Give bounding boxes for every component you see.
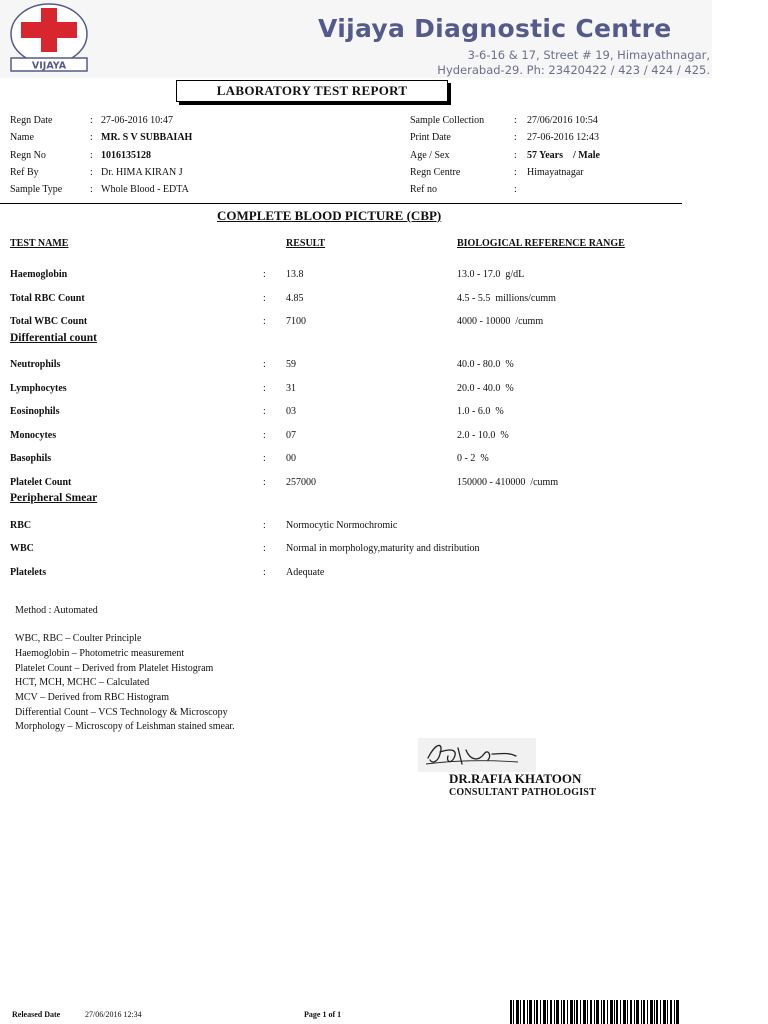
method-line: MCV – Derived from RBC Histogram bbox=[15, 692, 169, 703]
reference-range: 150000 - 410000 /cumm bbox=[457, 477, 559, 488]
reference-range: 20.0 - 40.0 % bbox=[457, 383, 514, 394]
barcode bbox=[510, 1000, 680, 1024]
row-colon: : bbox=[263, 406, 266, 417]
regn-date-value: 27-06-2016 10:47 bbox=[101, 115, 173, 126]
test-name: Haemoglobin bbox=[10, 269, 68, 280]
result-value: 31 bbox=[286, 383, 296, 394]
section-title: COMPLETE BLOOD PICTURE (CBP) bbox=[217, 208, 442, 223]
pathologist-title: CONSULTANT PATHOLOGIST bbox=[449, 787, 596, 798]
method-line: WBC, RBC – Coulter Principle bbox=[15, 633, 142, 644]
result-value: 13.8 bbox=[286, 269, 304, 280]
reference-range: 1.0 - 6.0 % bbox=[457, 406, 504, 417]
test-name: Total RBC Count bbox=[10, 293, 85, 304]
info-label: Regn Centre bbox=[410, 167, 461, 178]
info-label: Sample Type bbox=[10, 184, 63, 195]
logo-text: VIJAYA bbox=[31, 60, 67, 72]
method-line: HCT, MCH, MCHC – Calculated bbox=[15, 677, 150, 688]
released-date-label: Released Date bbox=[12, 1010, 61, 1019]
test-name: Basophils bbox=[10, 453, 52, 464]
row-colon: : bbox=[263, 543, 266, 554]
result-value: 7100 bbox=[286, 316, 306, 327]
info-label: Age / Sex bbox=[410, 150, 450, 161]
company-name: Vijaya Diagnostic Centre bbox=[318, 14, 672, 43]
subsection-smear: Peripheral Smear bbox=[10, 492, 98, 504]
divider bbox=[0, 203, 682, 204]
signature-image bbox=[418, 738, 536, 772]
result-value: 257000 bbox=[286, 477, 316, 488]
reference-range: 13.0 - 17.0 g/dL bbox=[457, 269, 525, 280]
pathologist-name: DR.RAFIA KHATOON bbox=[449, 771, 582, 786]
col-range: BIOLOGICAL REFERENCE RANGE bbox=[457, 238, 625, 249]
reference-range: 40.0 - 80.0 % bbox=[457, 359, 514, 370]
info-colon: : bbox=[90, 184, 93, 195]
row-colon: : bbox=[263, 430, 266, 441]
method-line: Platelet Count – Derived from Platelet Histogram bbox=[15, 663, 214, 674]
row-colon: : bbox=[263, 269, 266, 280]
row-colon: : bbox=[263, 359, 266, 370]
regn-no-value: 1016135128 bbox=[101, 150, 151, 161]
info-label: Print Date bbox=[410, 132, 451, 143]
method-line: Haemoglobin – Photometric measurement bbox=[15, 648, 185, 659]
vijaya-logo bbox=[8, 2, 90, 72]
reference-range: 2.0 - 10.0 % bbox=[457, 430, 509, 441]
subsection-differential: Differential count bbox=[10, 332, 97, 344]
row-colon: : bbox=[263, 520, 266, 531]
row-colon: : bbox=[263, 383, 266, 394]
test-name: Neutrophils bbox=[10, 359, 61, 370]
test-name: Eosinophils bbox=[10, 406, 60, 417]
info-label: Regn Date bbox=[10, 115, 53, 126]
reference-range: 0 - 2 % bbox=[457, 453, 489, 464]
result-value: Adequate bbox=[286, 567, 325, 578]
row-colon: : bbox=[263, 567, 266, 578]
result-value: 4.85 bbox=[286, 293, 304, 304]
info-colon: : bbox=[514, 115, 517, 126]
ref-by-value: Dr. HIMA KIRAN J bbox=[101, 167, 183, 178]
info-label: Name bbox=[10, 132, 34, 143]
col-result: RESULT bbox=[286, 238, 326, 249]
info-colon: : bbox=[90, 167, 93, 178]
address-line-1: 3-6-16 & 17, Street # 19, Himayathnagar, bbox=[467, 48, 710, 62]
test-name: Platelet Count bbox=[10, 477, 72, 488]
method-line: Morphology – Microscopy of Leishman stained smear. bbox=[15, 721, 235, 732]
page-number: Page 1 of 1 bbox=[304, 1010, 342, 1019]
result-value: 00 bbox=[286, 453, 296, 464]
reference-range: 4000 - 10000 /cumm bbox=[457, 316, 544, 327]
address-line-2: Hyderabad-29. Ph: 23420422 / 423 / 424 / 425. bbox=[437, 63, 710, 77]
info-colon: : bbox=[514, 132, 517, 143]
reference-range: 4.5 - 5.5 millions/cumm bbox=[457, 293, 556, 304]
regn-centre-value: Himayatnagar bbox=[527, 167, 584, 178]
info-label: Ref By bbox=[10, 167, 39, 178]
info-colon: : bbox=[90, 115, 93, 126]
method-title: Method : Automated bbox=[15, 605, 98, 616]
patient-name-value: MR. S V SUBBAIAH bbox=[101, 132, 193, 143]
test-name: Lymphocytes bbox=[10, 383, 67, 394]
report-title: LABORATORY TEST REPORT bbox=[176, 80, 448, 102]
col-test-name: TEST NAME bbox=[10, 238, 69, 249]
result-value: 59 bbox=[286, 359, 296, 370]
row-colon: : bbox=[263, 453, 266, 464]
info-colon: : bbox=[514, 167, 517, 178]
info-colon: : bbox=[514, 150, 517, 161]
info-colon: : bbox=[90, 150, 93, 161]
info-label: Regn No bbox=[10, 150, 46, 161]
test-name: WBC bbox=[10, 543, 34, 554]
info-colon: : bbox=[514, 184, 517, 195]
print-date-value: 27-06-2016 12:43 bbox=[527, 132, 599, 143]
method-line: Differential Count – VCS Technology & Microscopy bbox=[15, 707, 228, 718]
age-sex-value: 57 Years / Male bbox=[527, 150, 600, 161]
row-colon: : bbox=[263, 316, 266, 327]
result-value: 03 bbox=[286, 406, 296, 417]
result-value: 07 bbox=[286, 430, 296, 441]
row-colon: : bbox=[263, 477, 266, 488]
result-value: Normal in morphology,maturity and distribution bbox=[286, 543, 480, 554]
info-colon: : bbox=[90, 132, 93, 143]
test-name: Monocytes bbox=[10, 430, 57, 441]
sample-collection-value: 27/06/2016 10:54 bbox=[527, 115, 598, 126]
test-name: Total WBC Count bbox=[10, 316, 88, 327]
result-value: Normocytic Normochromic bbox=[286, 520, 398, 531]
info-label: Ref no bbox=[410, 184, 437, 195]
sample-type-value: Whole Blood - EDTA bbox=[101, 184, 189, 195]
info-label: Sample Collection bbox=[410, 115, 485, 126]
released-date-value: 27/06/2016 12:34 bbox=[85, 1010, 142, 1019]
test-name: RBC bbox=[10, 520, 32, 531]
test-name: Platelets bbox=[10, 567, 47, 578]
row-colon: : bbox=[263, 293, 266, 304]
